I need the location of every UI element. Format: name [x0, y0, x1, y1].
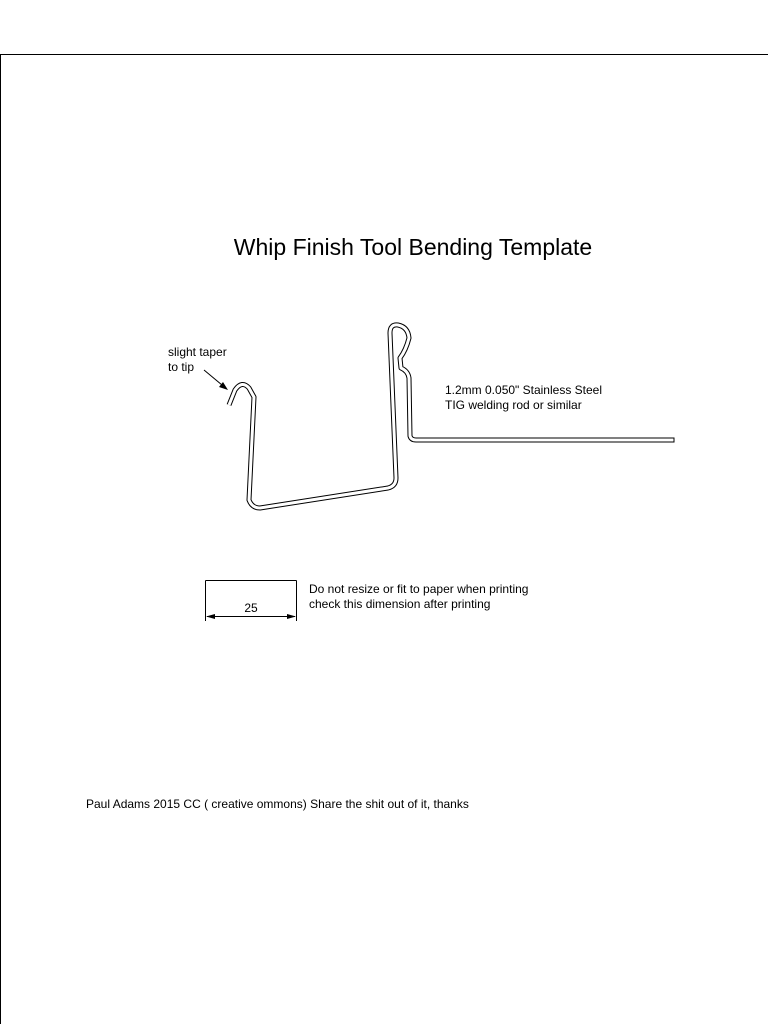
wire-tool-inner-fill	[229, 325, 674, 508]
taper-note-line1: slight taper	[168, 345, 227, 359]
rod-spec-line2: TIG welding rod or similar	[445, 398, 582, 412]
wire-tool-outline	[229, 325, 674, 508]
footer-credit: Paul Adams 2015 CC ( creative ommons) Share the shit out of it, thanks	[86, 797, 469, 811]
print-warning-line1: Do not resize or fit to paper when printing	[309, 582, 529, 596]
taper-leader-arrow	[204, 370, 228, 390]
print-warning-line2: check this dimension after printing	[309, 597, 491, 611]
page-border	[0, 54, 768, 1024]
page-title: Whip Finish Tool Bending Template	[233, 234, 593, 260]
dimension-value: 25	[244, 601, 258, 615]
taper-note-line2: to tip	[168, 360, 195, 374]
rod-spec-line1: 1.2mm 0.050" Stainless Steel	[445, 383, 603, 397]
wire-tool-outer-stroke	[229, 325, 674, 508]
